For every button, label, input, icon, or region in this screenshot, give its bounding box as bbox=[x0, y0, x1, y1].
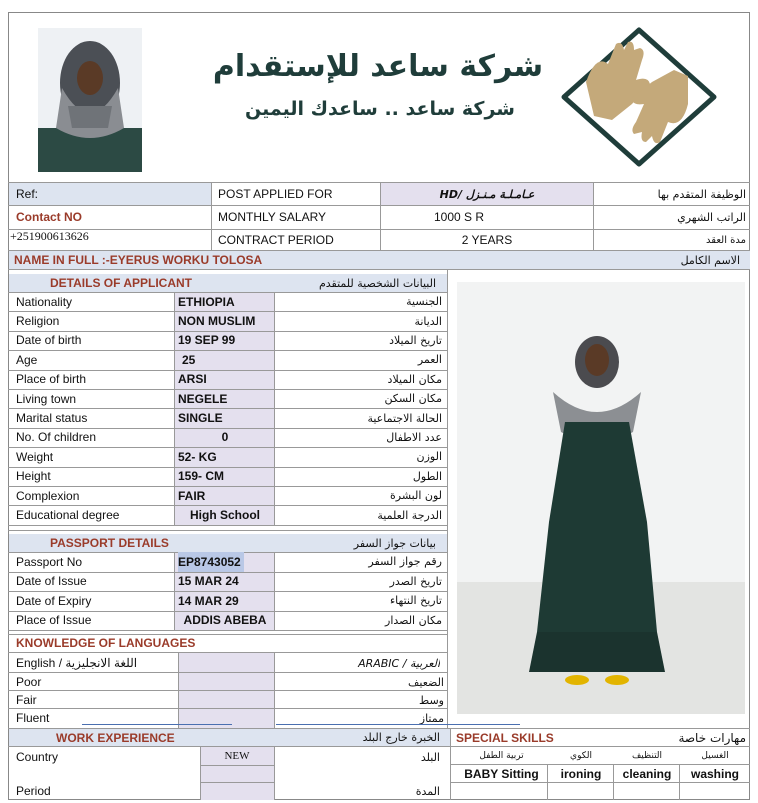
applicant-label: Weight bbox=[16, 449, 54, 464]
passport-value: 15 MAR 24 bbox=[178, 574, 239, 589]
applicant-label: Height bbox=[16, 469, 51, 484]
applicant-label: No. Of children bbox=[16, 430, 97, 445]
passport-title-ar: بيانات جواز السفر bbox=[353, 536, 436, 550]
applicant-value: ARSI bbox=[178, 372, 207, 387]
skill-label: BABY Sitting bbox=[464, 766, 539, 781]
full-body-photo bbox=[457, 282, 745, 714]
skill-ar: الغسيل bbox=[701, 750, 729, 761]
applicant-ar: العمر bbox=[417, 353, 442, 367]
skill-label: ironing bbox=[560, 766, 602, 781]
arabic-label: ARABIC / العربية bbox=[358, 656, 440, 670]
applicant-title-ar: البيانات الشخصية للمتقدم bbox=[318, 276, 436, 290]
applicant-value: 159- CM bbox=[178, 469, 225, 484]
language-level-label: Poor bbox=[16, 675, 42, 689]
language-level-label: Fluent bbox=[16, 711, 50, 725]
applicant-value: 0 bbox=[221, 430, 229, 445]
row-divider bbox=[450, 782, 750, 783]
language-level-ar: ممتاز bbox=[419, 711, 444, 725]
applicant-ar: لون البشرة bbox=[390, 489, 442, 503]
salary-ar: الراتب الشهري bbox=[677, 210, 746, 224]
country-value: NEW bbox=[224, 749, 250, 762]
applicant-label: Complexion bbox=[16, 488, 80, 503]
skill-ar: الكوي bbox=[570, 750, 592, 761]
row-divider bbox=[8, 630, 448, 631]
applicant-label: Educational degree bbox=[16, 508, 120, 523]
salary-value: 1000 S R bbox=[433, 210, 485, 224]
post-value: HD/ عـامـلـة مـنـزل bbox=[439, 187, 535, 201]
full-name-ar: الاسم الكامل bbox=[680, 253, 740, 267]
contract-ar: مدة العقد bbox=[706, 234, 746, 246]
contract-label: CONTRACT PERIOD bbox=[218, 233, 334, 247]
skill-ar: تربية الطفل bbox=[479, 750, 524, 761]
company-title: شركة ساعد للإستقدام bbox=[212, 48, 544, 84]
applicant-ar: الطول bbox=[412, 469, 442, 483]
language-level-ar: الضعيف bbox=[408, 675, 444, 689]
company-slogan: شركة ساعد .. ساعدك اليمين bbox=[245, 98, 515, 120]
passport-label: Place of Issue bbox=[16, 613, 92, 628]
passport-label: Date of Issue bbox=[16, 574, 87, 589]
full-name: NAME IN FULL :-EYERUS WORKU TOLOSA bbox=[14, 253, 263, 267]
skill-label: washing bbox=[690, 766, 739, 781]
period-label: Period bbox=[16, 784, 51, 798]
passport-ar: مكان الصدار bbox=[385, 613, 442, 627]
applicant-ar: الجنسية bbox=[406, 295, 442, 309]
applicant-ar: الوزن bbox=[416, 450, 442, 464]
salary-label: MONTHLY SALARY bbox=[218, 210, 327, 224]
skill-label: cleaning bbox=[622, 766, 672, 781]
applicant-ar: عدد الاطفال bbox=[386, 430, 442, 444]
row-divider bbox=[8, 525, 448, 526]
applicant-value: 25 bbox=[182, 352, 196, 367]
applicant-value: ETHIOPIA bbox=[178, 294, 235, 309]
country-label: Country bbox=[16, 750, 59, 764]
applicant-value: NEGELE bbox=[178, 391, 228, 406]
hands-logo-icon bbox=[556, 24, 722, 170]
applicant-value: NON MUSLIM bbox=[178, 314, 256, 329]
country-ar: البلد bbox=[420, 750, 440, 764]
languages-title: KNOWLEDGE OF LANGUAGES bbox=[16, 636, 196, 650]
skills-title: SPECIAL SKILLS bbox=[456, 730, 554, 745]
period-ar: المدة bbox=[415, 784, 440, 798]
applicant-label: Marital status bbox=[16, 411, 88, 426]
passport-ar: رقم جواز السفر bbox=[368, 555, 442, 569]
portrait-photo bbox=[38, 28, 142, 172]
applicant-title: DETAILS OF APPLICANT bbox=[50, 276, 192, 290]
applicant-value: FAIR bbox=[178, 488, 206, 503]
english-label: English / اللغة الانجليزية bbox=[16, 656, 138, 670]
applicant-ar: تاريخ الميلاد bbox=[389, 333, 442, 347]
passport-ar: تاريخ الصدر bbox=[389, 574, 442, 588]
skills-title-ar: مهارات خاصة bbox=[678, 730, 746, 745]
applicant-label: Religion bbox=[16, 314, 60, 329]
applicant-label: Date of birth bbox=[16, 333, 82, 348]
applicant-value: 52- KG bbox=[178, 449, 217, 464]
contact-label: Contact NO bbox=[16, 210, 82, 224]
ref-label: Ref: bbox=[16, 187, 39, 201]
language-level-label: Fair bbox=[16, 693, 37, 707]
work-title-ar: الخبرة خارج البلد bbox=[362, 731, 440, 744]
applicant-ar: الدرجة العلمية bbox=[377, 508, 442, 522]
language-level-ar: وسط bbox=[419, 693, 444, 707]
passport-label: Passport No bbox=[16, 554, 83, 569]
skill-ar: التنظيف bbox=[631, 750, 663, 761]
applicant-label: Place of birth bbox=[16, 372, 87, 387]
applicant-label: Nationality bbox=[16, 294, 73, 309]
post-label: POST APPLIED FOR bbox=[218, 187, 333, 201]
applicant-ar: الديانة bbox=[414, 314, 442, 328]
applicant-value: High School bbox=[190, 508, 260, 523]
applicant-label: Age bbox=[16, 352, 38, 367]
passport-value: ADDIS ABEBA bbox=[183, 613, 267, 628]
passport-value: 14 MAR 29 bbox=[178, 593, 239, 608]
applicant-ar: مكان الميلاد bbox=[387, 372, 442, 386]
work-title: WORK EXPERIENCE bbox=[56, 730, 175, 745]
passport-title: PASSPORT DETAILS bbox=[50, 536, 169, 550]
applicant-ar: مكان السكن bbox=[384, 392, 442, 406]
applicant-value: SINGLE bbox=[178, 411, 223, 426]
phone-number: +251900613626 bbox=[10, 229, 89, 243]
passport-ar: تاريخ النتهاء bbox=[389, 594, 442, 608]
applicant-value: 19 SEP 99 bbox=[178, 333, 236, 348]
contract-value: 2 YEARS bbox=[461, 233, 513, 247]
passport-value: EP8743052 bbox=[178, 552, 244, 572]
applicant-ar: الحالة الاجتماعية bbox=[367, 411, 442, 425]
post-ar: الوظيفة المتقدم بها bbox=[657, 187, 746, 201]
applicant-label: Living town bbox=[16, 391, 77, 406]
passport-label: Date of Expiry bbox=[16, 593, 92, 608]
